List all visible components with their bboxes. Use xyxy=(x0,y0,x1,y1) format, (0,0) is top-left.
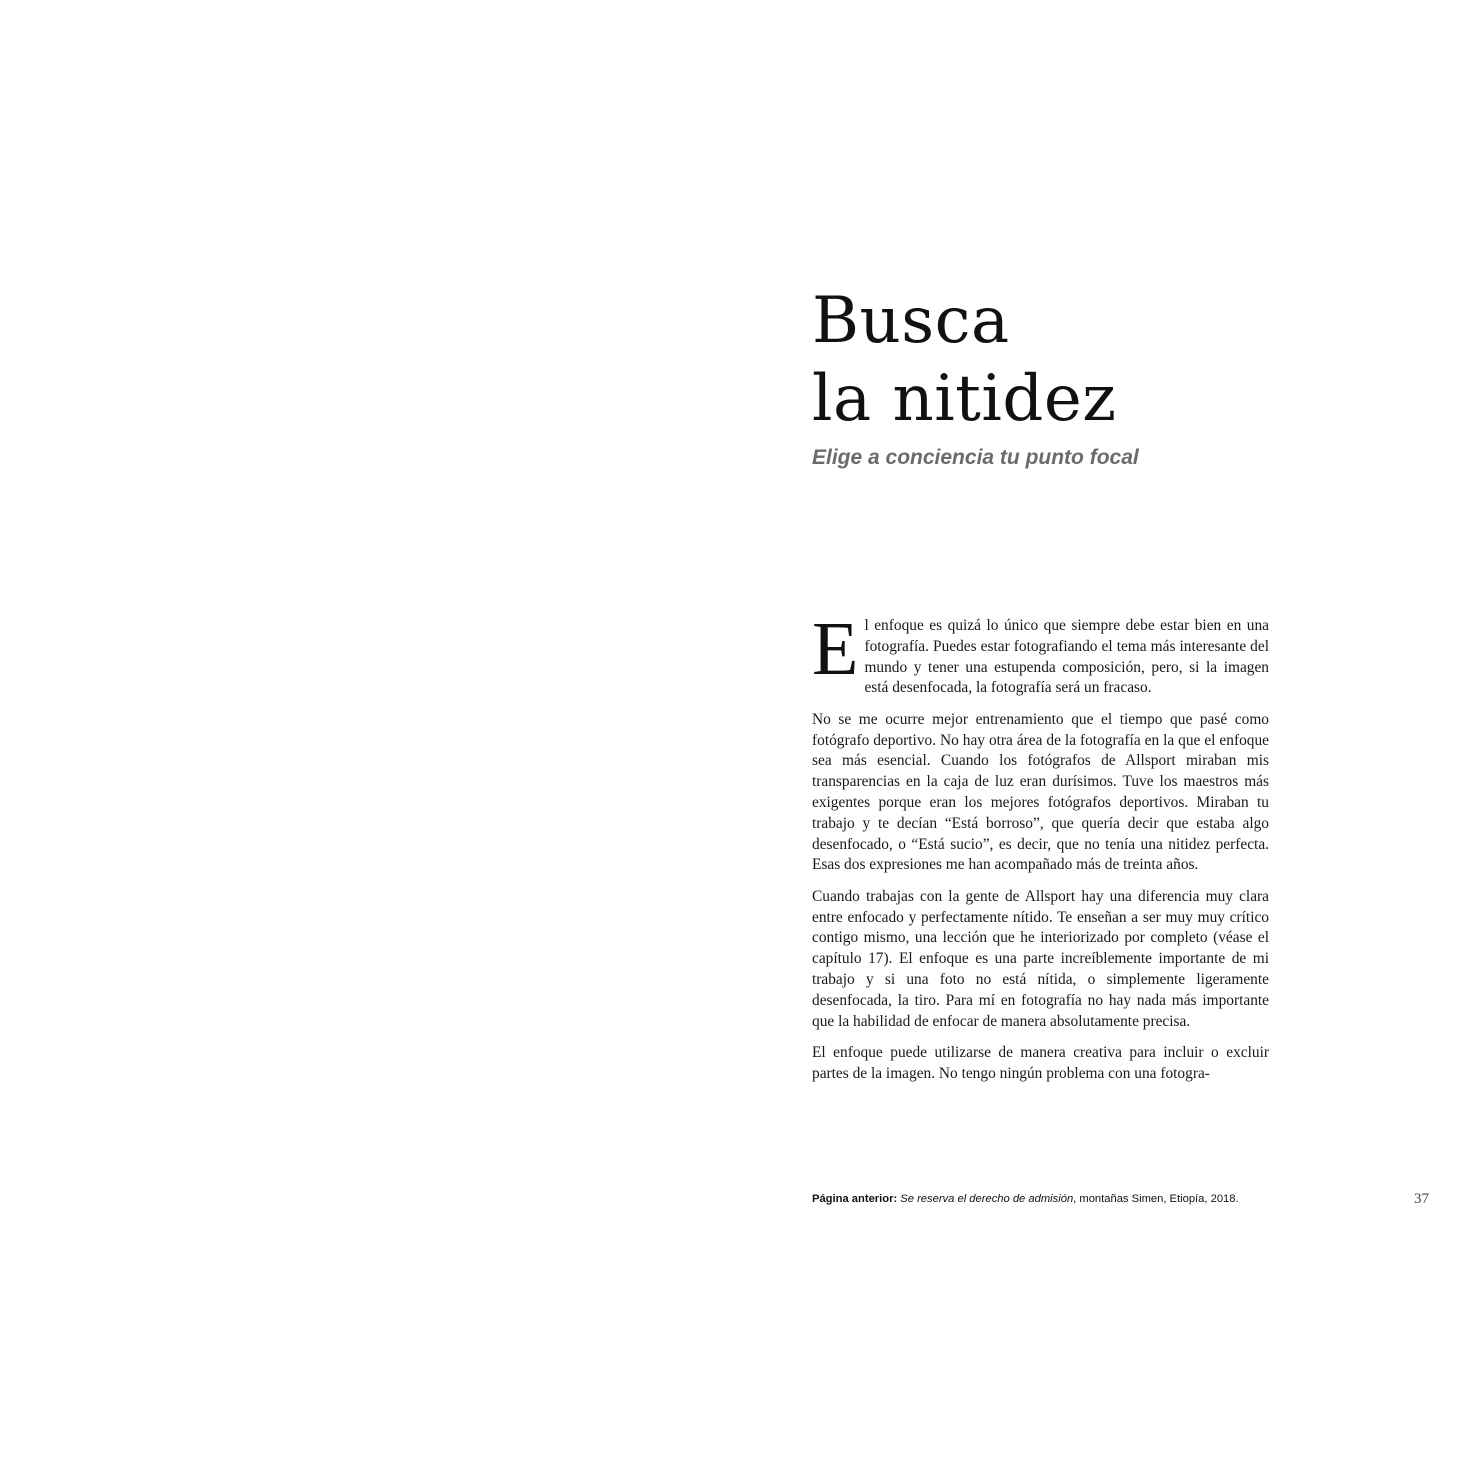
page-title xyxy=(812,282,1116,438)
subtitle: Elige a conciencia tu punto focal xyxy=(812,446,1139,469)
caption-photo-title: Se reserva el derecho de admisión xyxy=(900,1193,1074,1205)
drop-cap: E xyxy=(812,607,859,691)
paragraph-3: Cuando trabajas con la gente de Allsport hay una diferencia muy clara entre enfocado y perfectamente nítido. Te enseñan a ser muy muy crítico contigo mismo, una lección que he interiorizado por completo (véase el capítulo 17). El enfoque es una parte increíblemente importante de mi trabajo y si una foto no está nítida, o simplemente ligeramente desenfocada, la tiro. Para mí en fotografía no hay nada más importante que la habilidad de enfocar de manera absolutamente precisa. xyxy=(812,887,1269,1030)
paragraph-1-text: l enfoque es quizá lo único que siempre debe estar bien en una fotografía. Puedes estar fotografiando el tema más interesante del mundo y tener una estupenda composición, pero, si la imagen está desenfocada, la fotografía será un fracaso. xyxy=(864,617,1269,697)
title-line-2: la nitidez xyxy=(812,362,1117,436)
page-number: 37 xyxy=(1414,1191,1429,1207)
caption-location: , montañas Simen, Etiopía, 2018. xyxy=(1073,1193,1239,1205)
body-text xyxy=(812,607,1269,1095)
paragraph-1 xyxy=(812,607,1269,699)
paragraph-2: No se me ocurre mejor entrenamiento que el tiempo que pasé como fotógrafo deportivo. No hay otra área de la fotografía en la que el enfoque sea más esencial. Cuando los fotógrafos de Allsport miraban mis transparencias en la caja de luz eran durísimos. Tuve los maestros más exigentes porque eran los mejores fotógrafos deportivos. Miraban tu trabajo y te decían “Está borroso”, que quería decir que estaba algo desenfocado, o “Está sucio”, es decir, que no tenía una nitidez perfecta. Esas dos expresiones me han acompañado más de treinta años. xyxy=(812,710,1269,874)
photo-caption xyxy=(812,1191,1239,1207)
paragraph-4: El enfoque puede utilizarse de manera creativa para incluir o excluir partes de la imagen. No tengo ningún problema con una fotogra- xyxy=(812,1043,1269,1082)
caption-label: Página anterior: xyxy=(812,1193,898,1205)
title-line-1: Busca xyxy=(812,284,1010,358)
